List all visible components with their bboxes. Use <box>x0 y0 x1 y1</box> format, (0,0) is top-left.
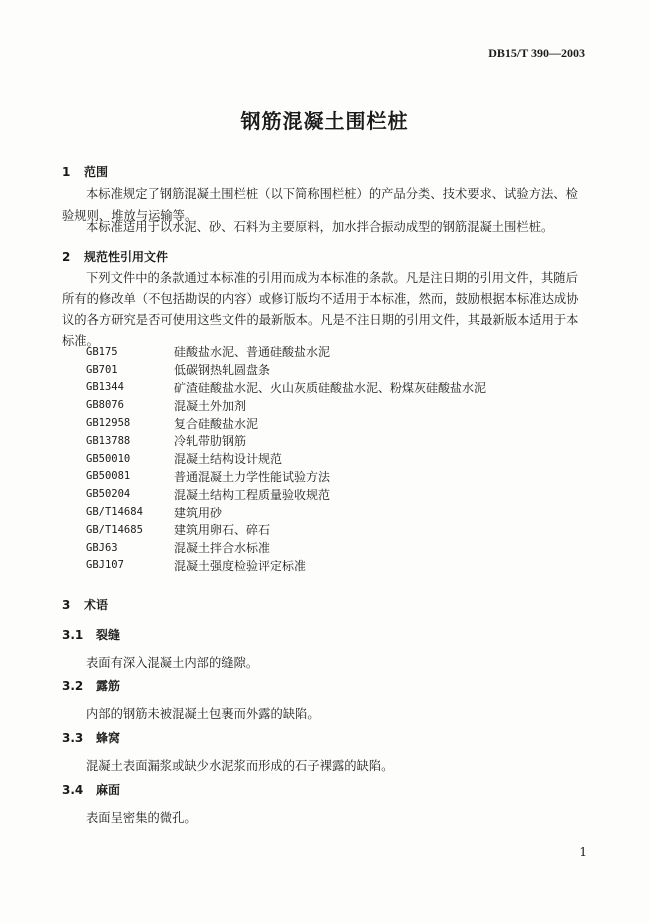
ref-title: 矿渣硅酸盐水泥、火山灰质硅酸盐水泥、粉煤灰硅酸盐水泥 <box>174 380 487 395</box>
ref-title: 混凝土强度检验评定标准 <box>174 558 307 573</box>
list-item <box>86 432 486 450</box>
ref-title: 混凝土拌合水标准 <box>174 541 271 556</box>
term-heading <box>62 677 120 694</box>
term-title: 裂缝 <box>96 628 121 642</box>
ref-title: 混凝土结构工程质量验收规范 <box>174 487 331 502</box>
ref-title: 硅酸盐水泥、普通硅酸盐水泥 <box>174 345 331 360</box>
document-title: 钢筋混凝土围栏桩 <box>240 109 409 133</box>
list-item <box>86 450 486 468</box>
paragraph: 本标准适用于以水泥、砂、石料为主要原料，加水拌合振动成型的钢筋混凝土围栏桩。 <box>86 220 554 234</box>
ref-code: GB175 <box>86 345 118 358</box>
ref-code: GB50204 <box>86 488 131 501</box>
term-title: 蜂窝 <box>96 731 121 745</box>
term-definition: 表面呈密集的微孔。 <box>86 811 197 825</box>
term-heading <box>62 729 120 746</box>
list-item <box>86 503 486 521</box>
section-1-heading <box>62 163 108 180</box>
term-heading <box>62 626 120 643</box>
list-item <box>86 557 486 575</box>
ref-code: GB1344 <box>86 381 124 394</box>
section-number: 1 <box>62 165 71 179</box>
ref-code: GB8076 <box>86 399 124 412</box>
list-item <box>86 361 486 379</box>
section-title: 范围 <box>84 165 109 179</box>
paragraph: 下列文件中的条款通过本标准的引用而成为本标准的条款。凡是注日期的引用文件，其随后所有的修改单（不包括勘误的内容）或修订版均不适用于本标准，然而，鼓励根据本标准达成协议的各方研究是否可使用这些文件的最新版本。凡是不注日期的引用文件，其最新版本适用于本标准。 <box>62 271 579 348</box>
term-number: 3.3 <box>62 731 84 745</box>
list-item <box>86 485 486 503</box>
ref-code: GB13788 <box>86 434 131 447</box>
list-item <box>86 396 486 414</box>
ref-code: GB/T14684 <box>86 506 143 519</box>
term-title: 露筋 <box>96 679 121 693</box>
section-number: 2 <box>62 250 71 264</box>
list-item <box>86 468 486 486</box>
ref-code: GB/T14685 <box>86 523 143 536</box>
term-definition: 混凝土表面漏浆或缺少水泥浆而形成的石子裸露的缺陷。 <box>86 759 394 773</box>
section-number: 3 <box>62 598 71 612</box>
list-item <box>86 539 486 557</box>
list-item <box>86 521 486 539</box>
reference-list <box>86 343 486 574</box>
term-definition: 表面有深入混凝土内部的缝隙。 <box>86 656 259 670</box>
term-number: 3.2 <box>62 679 84 693</box>
list-item <box>86 414 486 432</box>
section-title: 规范性引用文件 <box>84 250 169 264</box>
ref-code: GBJ63 <box>86 541 118 554</box>
term-title: 麻面 <box>96 783 121 797</box>
section-2-heading <box>62 248 168 265</box>
page-number: 1 <box>579 845 587 859</box>
term-heading <box>62 781 120 798</box>
term-definition: 内部的钢筋未被混凝土包裹而外露的缺陷。 <box>86 707 320 721</box>
ref-title: 混凝土外加剂 <box>174 398 247 413</box>
term-number: 3.4 <box>62 783 84 797</box>
section-title: 术语 <box>84 598 109 612</box>
ref-title: 低碳钢热轧圆盘条 <box>174 363 271 378</box>
ref-title: 普通混凝土力学性能试验方法 <box>174 469 331 484</box>
ref-code: GB701 <box>86 363 118 376</box>
term-number: 3.1 <box>62 628 84 642</box>
ref-code: GBJ107 <box>86 559 124 572</box>
ref-title: 混凝土结构设计规范 <box>174 452 283 467</box>
ref-title: 冷轧带肋钢筋 <box>174 434 247 449</box>
ref-title: 复合硅酸盐水泥 <box>174 416 259 431</box>
list-item <box>86 379 486 397</box>
ref-title: 建筑用砂 <box>174 505 223 520</box>
section-3-heading <box>62 596 108 613</box>
ref-code: GB50081 <box>86 470 131 483</box>
ref-code: GB12958 <box>86 417 131 430</box>
ref-title: 建筑用卵石、碎石 <box>174 523 271 538</box>
paragraph: 本标准规定了钢筋混凝土围栏桩（以下简称围栏桩）的产品分类、技术要求、试验方法、检验规则、堆放与运输等。 <box>62 187 578 223</box>
list-item <box>86 343 486 361</box>
ref-code: GB50010 <box>86 452 131 465</box>
standard-code: DB15/T 390—2003 <box>488 46 585 60</box>
